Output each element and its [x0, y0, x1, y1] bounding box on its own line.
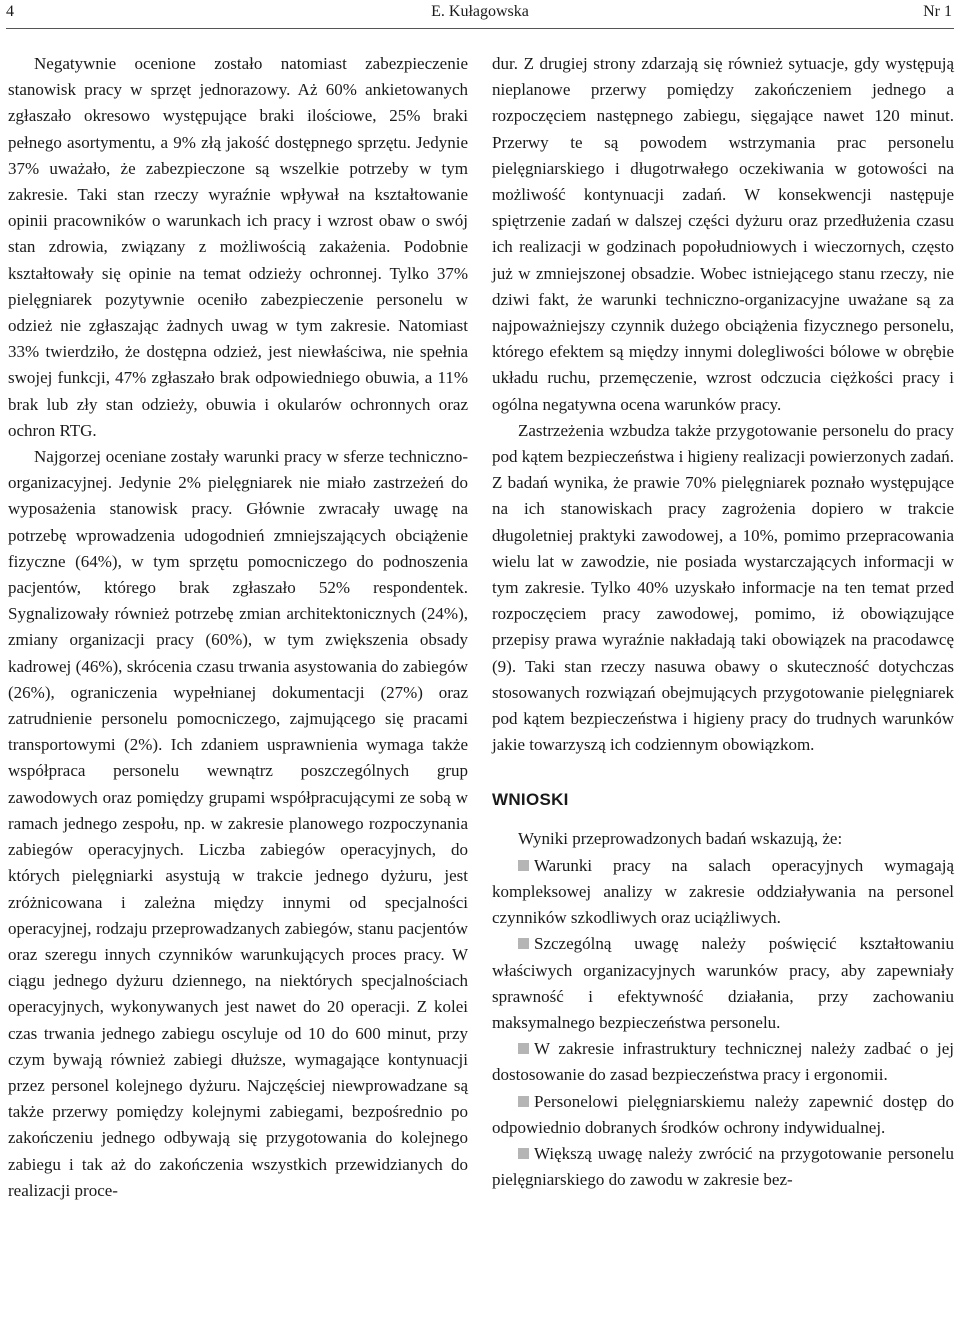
square-bullet-icon [518, 1043, 529, 1054]
conclusions-intro: Wyniki przeprowadzonych badań wskazują, że: [518, 829, 843, 849]
paragraph: dur. Z drugiej strony zdarzają się również sytuacje, gdy występują nieplanowe przerwy pomiędzy zakończeniem jednego a rozpoczęciem następnego zabiegu, sięgające nawet 120 minut. Przerwy te są powodem wstrzymania prac personelu pielęgniarskiego i długotrwałego oczekiwania w gotowości na możliwość kontynuacji zadań. W konsekwencji następuje spiętrzenie zadań w dalszej części dyżuru oraz przedłużenia czasu ich realizacji w godzinach popołudniowych i wieczornych, często już w zmniejszonej obsadzie. Wobec istniejącego stanu rzeczy, nie dziwi fakt, że warunki techniczno-organizacyjne uważane są za najpoważniejszy czynnik dużego obciążenia fizycznego personelu, którego efektem są między innymi dolegliwości bólowe w obrębie układu ruchu, przemęczenie, wzrost odczucia ciężkości pracy i ogólna negatywna ocena warunków pracy. [492, 54, 954, 414]
conclusion-item [492, 1141, 954, 1193]
square-bullet-icon [518, 1096, 529, 1107]
paragraph: Najgorzej oceniane zostały warunki pracy w sferze techniczno-organizacyjnej. Jedynie 2% pielęgniarek nie miało zastrzeżeń do wyposażenia stanowisk pracy. Głównie zwracały uwagę na potrzebę wprowadzenia udogodnień zmniejszających obciążenie fizyczne (64%), w tym sprzętu pomocniczego do podnoszenia pacjentów, którego brak zgłaszało 52% respondentek. Sygnalizowały również potrzebę zmian architektonicznych (24%), zmiany organizacji pracy (60%), w tym zwiększenia obsady kadrowej (46%), skrócenia czasu trwania asystowania do zabiegów (26%), ograniczenia wypełnianej dokumentacji (27%) oraz zatrudnienie personelu pomocniczego, zajmującego się pracami transportowymi (2%). Ich zdaniem usprawnienia wymaga także współpraca personelu wewnątrz poszczególnych grup zawodowych oraz pomiędzy grupami współpracującymi ze sobą w ramach jednego zespołu, np. w zakresie planowego rozpoczynania zabiegów operacyjnych. Liczba zabiegów operacyjnych, do których pielęgniarki asystują w trakcie jednego dyżuru, jest zróżnicowana i zależna między innymi od specjalności operacyjnej, rodzaju przeprowadzanych zabiegów, stanu pacjentów oraz szeregu innych czynników warunkujących proces pracy. W ciągu jednego dyżuru dziennego, na niektórych specjalnościach operacyjnych, wykonywanych jest nawet do 20 operacji. Z kolei czas trwania jednego zabiegu oscyluje od 10 do 600 minut, przy czym bywają również zabiegi dłuższe, wymagające kontynuacji przez personel kolejnego dyżuru. Najczęściej niewprowadzane są także przerwy pomiędzy kolejnymi zabiegami, bezpośrednio po zakończeniu jednego odbywają się przygotowania do kolejnego zabiegu i tak aż do zakończenia wszystkich przewidzianych do realizacji proce- [8, 447, 468, 1200]
square-bullet-icon [518, 860, 529, 871]
square-bullet-icon [518, 1148, 529, 1159]
conclusion-text: W zakresie infrastruktury technicznej należy zadbać o jej dostosowanie do zasad bezpieczeństwa pracy i ergonomii. [492, 1039, 954, 1085]
running-author: E. Kułagowska [431, 3, 529, 20]
conclusion-item [492, 931, 954, 1036]
conclusion-item [492, 853, 954, 932]
running-header [6, 0, 954, 29]
conclusion-text: Szczególną uwagę należy poświęcić kształtowaniu właściwych organizacyjnych warunków pracy, aby zapewniały sprawność i efektywność działania, przy zachowaniu maksymalnego bezpieczeństwa personelu. [492, 934, 954, 1032]
section-heading-conclusions: WNIOSKI [492, 790, 569, 810]
square-bullet-icon [518, 938, 529, 949]
conclusion-text: Personelowi pielęgniarskiemu należy zapewnić dostęp do odpowiednio dobranych środków ochrony indywidualnej. [492, 1091, 954, 1137]
conclusion-item [492, 1036, 954, 1088]
left-column [8, 51, 468, 1204]
right-column [492, 51, 954, 1193]
conclusion-text: Warunki pracy na salach operacyjnych wymagają kompleksowej analizy w zakresie oddziaływania na personel czynników szkodliwych oraz uciążliwych. [492, 855, 954, 928]
conclusion-item [492, 1089, 954, 1141]
issue-number: Nr 1 [923, 3, 952, 20]
paragraph: Zastrzeżenia wzbudza także przygotowanie personelu do pracy pod kątem bezpieczeństwa i higieny realizacji powierzonych zadań. Z badań wynika, że prawie 70% pielęgniarek poznało występujące na ich stanowiskach pracy zagrożenia dopiero w trakcie długoletniej praktyki zawodowej, a 10%, pomimo przepracowania wielu lat w zawodzie, nie posiada wystarczających informacji w tym zakresie. Tylko 40% uzyskało informacje na ten temat przed rozpoczęciem pracy zawodowej, pomimo, iż obowiązujące przepisy prawa wyraźnie nakładają taki obowiązek na pracodawcę (9). Taki stan rzeczy nasuwa obawy o skuteczność dotychczas stosowanych rozwiązań obejmujących przygotowanie pielęgniarek pod kątem bezpieczeństwa i higieny pracy do trudnych warunków jakie towarzyszą ich codziennym obowiązkom. [492, 420, 954, 755]
conclusion-text: Większą uwagę należy zwrócić na przygotowanie personelu pielęgniarskiego do zawodu w zakresie bez- [492, 1143, 954, 1190]
page-number: 4 [6, 3, 14, 20]
paragraph: Negatywnie ocenione zostało natomiast zabezpieczenie stanowisk pracy w sprzęt jednorazowy. Aż 60% ankietowanych zgłaszało okresowo występujące braki ilościowe, 25% braki pełnego asortymentu, a 9% złą jakość dostępnego sprzętu. Jedynie 37% uważało, że zabezpieczone są wszelkie potrzeby w tym zakresie. Taki stan rzeczy wyraźnie wpływał na kształtowanie opinii pracowników o warunkach ich pracy i wzrost obaw o swój stan zdrowia, związany z możliwością zakażenia. Podobnie kształtowały się opinie na temat odzieży ochronnej. Tylko 37% pielęgniarek pozytywnie oceniło zabezpieczenie personelu w odzież nie zgłaszając żadnych uwag w tym zakresie. Natomiast 33% twierdziło, że dostępna odzież, jest niewłaściwa, nie spełnia swojej funkcji, 47% zgłaszało brak odpowiedniego obuwia, a 11% brak lub zły stan odzieży, obuwia i okularów ochronnych oraz ochron RTG. [8, 54, 468, 440]
